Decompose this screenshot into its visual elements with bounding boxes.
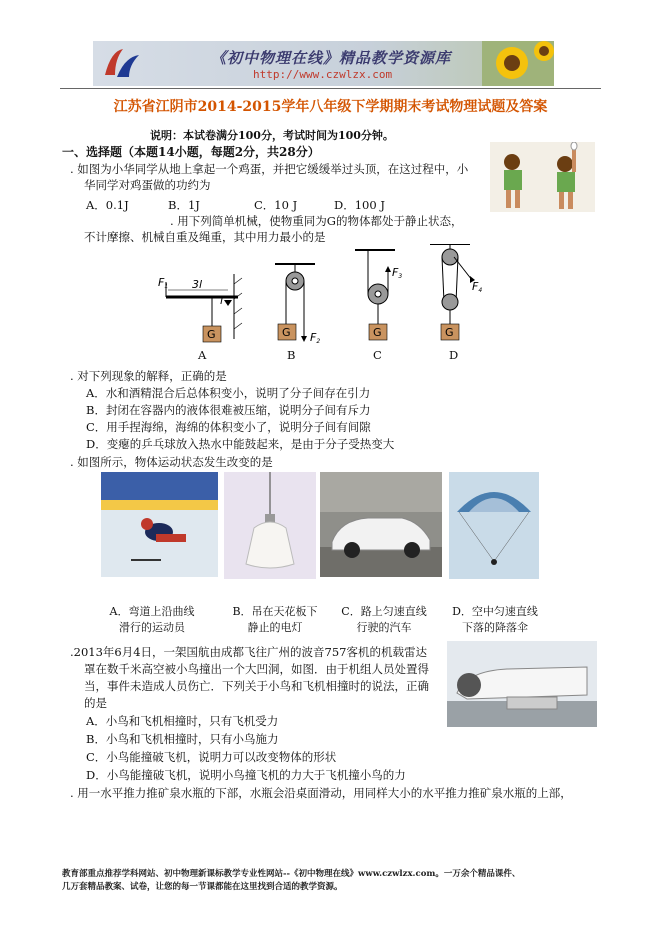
hanging-lamp-picture bbox=[224, 472, 316, 579]
weight-g-label-a: G bbox=[207, 328, 216, 341]
q3-option-d: D．变瘪的乒乓球放入热水中能鼓起来，是由于分子受热变大 bbox=[86, 437, 395, 451]
diagram-label-b: B bbox=[287, 348, 296, 362]
diagram-label-c: C bbox=[373, 348, 382, 362]
sunflower-icon bbox=[482, 41, 554, 86]
diagram-b-fixed-pulley bbox=[275, 264, 315, 342]
q2-line2: 不计摩擦、机械自重及绳重，其中用力最小的是 bbox=[84, 230, 326, 244]
force-f3-label: F3 bbox=[392, 266, 403, 280]
force-f4-label: F4 bbox=[472, 280, 483, 294]
q5-line2: 罩在数千米高空被小鸟撞出一个大凹洞，如图．由于机组人员处置得 bbox=[84, 662, 429, 676]
q4-caption-a: A．弯道上沿曲线 滑行的运动员 bbox=[109, 605, 195, 634]
q5-option-b: B．小鸟和飞机相撞时，只有小鸟施力 bbox=[86, 732, 279, 746]
weight-g-label-b: G bbox=[282, 326, 291, 339]
document-title: 江苏省江阴市2014-2015学年八年级下学期期末考试物理试题及答案 bbox=[113, 99, 548, 115]
parachute-picture bbox=[449, 472, 539, 579]
q3-option-a: A．水和酒精混合后总体积变小，说明了分子间存在引力 bbox=[86, 386, 371, 400]
airplane-picture bbox=[447, 641, 597, 727]
exam-note: 说明：本试卷满分100分，考试时间为100分钟。 bbox=[150, 129, 394, 142]
q6-line1: . 用一水平推力推矿泉水瓶的下部，水瓶会沿桌面滑动，用同样大小的水平推力推矿泉水瓶的上部， bbox=[70, 786, 572, 800]
footer-line1: 教育部重点推荐学科网站、初中物理新课标教学专业性网站--《初中物理在线》www.czwlzx.com。一万余个精品课件、 bbox=[62, 869, 521, 879]
length-3l-label: 3l bbox=[192, 278, 203, 291]
q5-option-c: C．小鸟能撞破飞机，说明力可以改变物体的形状 bbox=[86, 750, 337, 764]
diagram-label-a: A bbox=[198, 348, 207, 362]
force-f2-label: F2 bbox=[310, 331, 321, 345]
banner-title: 《初中物理在线》精品教学资源库 bbox=[211, 49, 452, 67]
q4-caption-d: D．空中匀速直线 下落的降落伞 bbox=[452, 605, 538, 634]
q5-line3: 当，事件未造成人员伤亡．下列关于小鸟和飞机相撞时的说法，正确 bbox=[84, 679, 429, 693]
q5-line4: 的是 bbox=[84, 696, 107, 710]
footer-line2: 几万套精品教案、试卷，让您的每一节课都能在这里找到合适的教学资源。 bbox=[62, 882, 343, 892]
q1-option-a: A．0.1J bbox=[86, 198, 129, 212]
section-heading: 一、选择题（本题14小题，每题2分，共28分） bbox=[62, 145, 320, 159]
q1-option-d: D．100 J bbox=[334, 198, 385, 212]
diagram-label-d: D bbox=[449, 348, 459, 362]
header-banner bbox=[93, 41, 554, 86]
q5-option-a: A．小鸟和飞机相撞时，只有飞机受力 bbox=[86, 714, 279, 728]
site-logo-icon bbox=[101, 45, 143, 83]
q4-stem: . 如图所示，物体运动状态发生改变的是 bbox=[70, 455, 273, 469]
banner-url: http://www.czwlzx.com bbox=[253, 68, 393, 81]
diagram-a-lever bbox=[166, 274, 242, 342]
q4-caption-b: B．吊在天花板下 静止的电灯 bbox=[232, 605, 318, 634]
q3-option-b: B．封闭在容器内的液体很难被压缩，说明分子间有斥力 bbox=[86, 403, 371, 417]
simple-machines-diagram bbox=[150, 244, 490, 362]
q1-line2: 华同学对鸡蛋做的功约为 bbox=[84, 178, 211, 192]
girl-lifting-egg-picture bbox=[490, 142, 595, 212]
q1-line1: . 如图为小华同学从地上拿起一个鸡蛋，并把它缓缓举过头顶，在这过程中，小 bbox=[70, 162, 469, 176]
weight-g-label-d: G bbox=[445, 326, 454, 339]
q3-option-c: C．用手捏海绵，海绵的体积变小了，说明分子间有间隙 bbox=[86, 420, 371, 434]
page-footer bbox=[62, 868, 607, 894]
length-l-label: l bbox=[220, 294, 224, 307]
q2-line1: . 用下列简单机械，使物重同为G的物体都处于静止状态， bbox=[170, 214, 463, 228]
weight-g-label-c: G bbox=[373, 326, 382, 339]
q1-option-c: C．10 J bbox=[254, 198, 298, 212]
skater-picture bbox=[101, 472, 218, 577]
q4-caption-c: C．路上匀速直线 行驶的汽车 bbox=[341, 605, 427, 634]
q5-line1: .2013年6月4日，一架国航由成都飞往广州的波音757客机的机载雷达 bbox=[70, 645, 428, 659]
force-f1-label: F1 bbox=[158, 276, 169, 290]
q3-stem: . 对下列现象的解释，正确的是 bbox=[70, 369, 227, 383]
car-picture bbox=[320, 472, 442, 577]
q5-option-d: D．小鸟能撞破飞机，说明小鸟撞飞机的力大于飞机撞小鸟的力 bbox=[86, 768, 406, 782]
header-rule bbox=[60, 88, 601, 89]
q1-option-b: B．1J bbox=[168, 198, 200, 212]
